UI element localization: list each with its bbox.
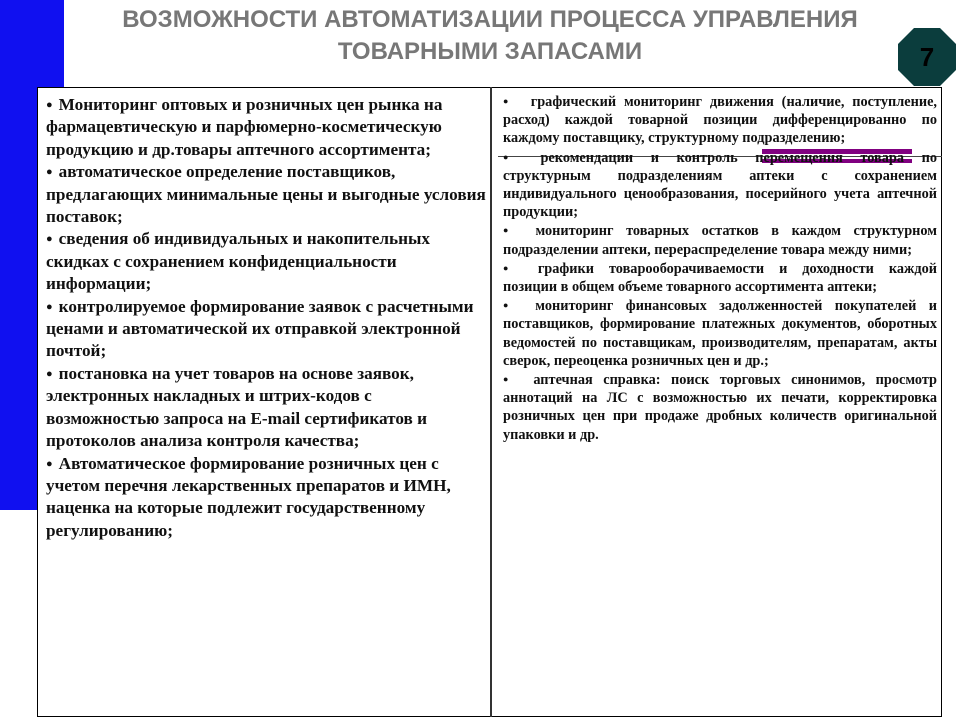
left-list-item	[46, 296, 486, 363]
bullet-icon: ●	[46, 99, 53, 111]
right-list-item	[503, 148, 937, 222]
left-item-text: Мониторинг оптовых и розничных цен рынка на фармацевтическую и парфюмерно-косметическую продукцию и др.товары аптечного ассортимента;	[46, 95, 443, 159]
column-divider	[490, 87, 492, 717]
left-item-text: автоматическое определение поставщиков, предлагающих минимальные цены и выгодные условия поставок;	[46, 162, 486, 227]
page-number-badge	[896, 26, 958, 88]
bullet-icon: ●	[46, 300, 53, 313]
right-item-text: мониторинг товарных остатков в каждом структурном подразделении аптеки, перераспределение товара между ними;	[503, 223, 938, 258]
right-list-item	[503, 296, 937, 370]
bullet-icon: ●	[503, 96, 513, 106]
right-list-item	[503, 259, 937, 296]
right-item-text: графический мониторинг движения (наличие, поступление, расход) каждой товарной позиции дифференцированно по каждому поставщику, структурному подразделению;	[503, 94, 938, 147]
slide-title	[64, 4, 916, 68]
right-list-item	[503, 92, 937, 148]
left-column	[46, 94, 486, 542]
left-list-item	[46, 228, 486, 295]
bullet-icon: ●	[503, 151, 523, 162]
bullet-icon: ●	[46, 367, 53, 380]
right-item-text: аптечная справка: поиск торговых синонимов, просмотр аннотаций на ЛС с возможностью их печати, корректировка розничных цен при продаже дробных количеств оригинальной упаковки и др.	[503, 372, 937, 443]
page-number: 7	[919, 42, 935, 72]
slide-title-line-2: ТОВАРНЫМИ ЗАПАСАМИ	[337, 38, 643, 65]
left-list-item	[46, 161, 486, 228]
left-list-item	[46, 453, 486, 543]
bullet-icon: ●	[46, 457, 53, 470]
bullet-icon: ●	[46, 166, 53, 179]
right-item-text: мониторинг финансовых задолженностей покупателей и поставщиков, формирование платежных документов, оборотных ведомостей по поставщикам, производителям, препаратам, акты сверок, переоценка розничных цен и др.;	[503, 298, 938, 369]
right-item-text: рекомендации и контроль перемещения товара по структурным подразделениям аптеки с сохранением индивидуального ценообразования, посерийного учета аптечной продукции;	[503, 149, 938, 221]
bullet-icon: ●	[503, 262, 520, 273]
left-item-text: постановка на учет товаров на основе заявок, электронных накладных и штрих-кодов с возможностью запроса на E-mail сертификатов и протоколов анализа контроля качества;	[46, 363, 428, 451]
left-item-text: контролируемое формирование заявок с расчетными ценами и автоматической их отправкой электронной почтой;	[46, 296, 474, 361]
left-item-text: сведения об индивидуальных и накопительных скидках с сохранением конфиденциальности информации;	[46, 229, 431, 294]
right-list-item	[503, 370, 937, 444]
left-list-item	[46, 363, 486, 453]
bullet-icon: ●	[503, 225, 518, 236]
left-item-text: Автоматическое формирование розничных цен с учетом перечня лекарственных препаратов и ИМН, наценка на которые подлежит государственному регулированию;	[46, 453, 451, 540]
right-list-item	[503, 221, 937, 258]
right-column	[503, 92, 937, 444]
bullet-icon: ●	[46, 233, 53, 246]
right-item-text: графики товарооборачиваемости и доходности каждой позиции в общем объеме товарного ассортимента аптеки;	[503, 260, 937, 296]
left-list-item	[46, 94, 486, 161]
slide-title-line-1: ВОЗМОЖНОСТИ АВТОМАТИЗАЦИИ ПРОЦЕССА УПРАВЛЕНИЯ	[122, 6, 858, 33]
bullet-icon: ●	[503, 300, 518, 311]
bullet-icon: ●	[503, 374, 516, 385]
